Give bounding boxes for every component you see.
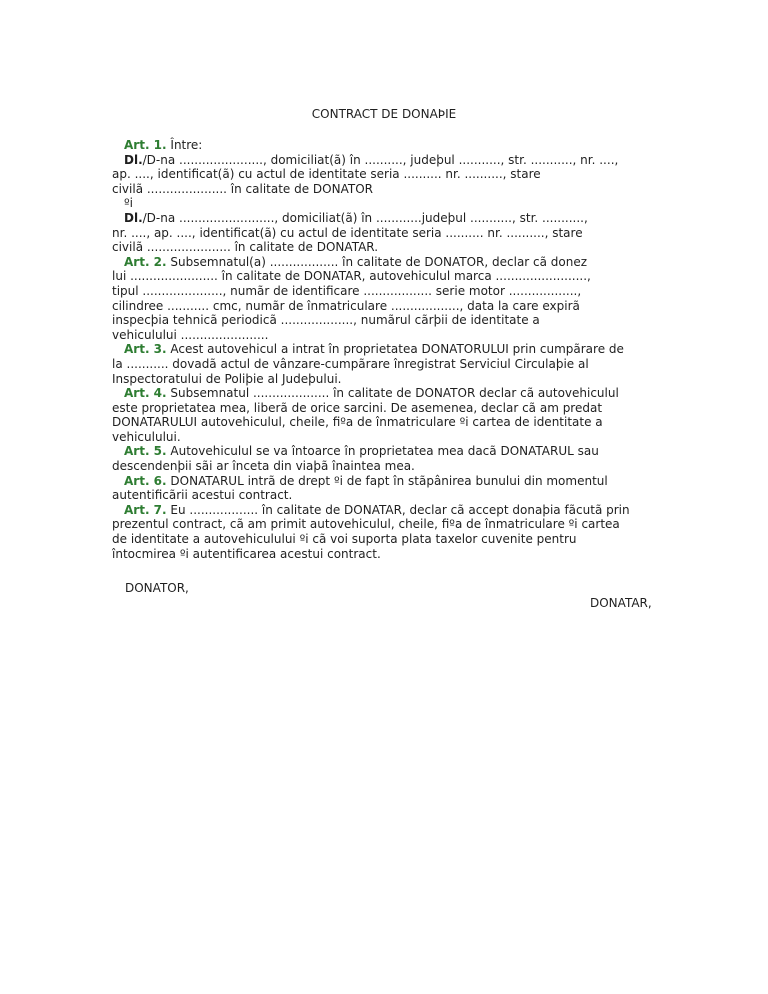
art-7-line3: de identitate a autovehiculului ºi cã voi suporta plata taxelor cuvenite pentru xyxy=(112,532,577,547)
art-2-line4: cilindree ........... cmc, numãr de înmatriculare .................., data la care expirã xyxy=(112,298,580,313)
document-body xyxy=(112,138,660,561)
art-4-line2: este proprietatea mea, liberã de orice sarcini. De asemenea, declar cã am predat xyxy=(112,400,603,415)
art-6-line2: autentificãrii acestui contract. xyxy=(112,488,293,503)
art-7-line2: prezentul contract, cã am primit autovehiculul, cheile, fiºa de înmatriculare ºi cartea xyxy=(112,517,620,532)
article-5 xyxy=(112,444,660,473)
party1-line3: civilã ..................... în calitate de DONATOR xyxy=(112,181,373,196)
art-2-line2: lui ....................... în calitate de DONATAR, autovehiculul marca ........................, xyxy=(112,269,591,284)
document-title: CONTRACT DE DONAÞIE xyxy=(311,107,457,121)
party2-line3: civilã ...................... în calitate de DONATAR. xyxy=(112,240,379,255)
art-2-line1: Subsemnatul(a) .................. în calitate de DONATOR, declar cã donez xyxy=(166,254,588,269)
art-6-label: Art. 6. xyxy=(124,473,167,488)
art-3-line1: Acest autovehicul a intrat în proprietatea DONATORULUI prin cumpãrare de xyxy=(166,342,624,357)
art-2-label: Art. 2. xyxy=(124,254,167,269)
art-2-line6: vehiculului ....................... xyxy=(112,327,269,342)
party2-line2: nr. ...., ap. ...., identificat(ã) cu actul de identitate seria .......... nr. .........., stare xyxy=(112,225,583,240)
art-5-line2: descendenþii sãi ar înceta din viaþã înaintea mea. xyxy=(112,459,415,474)
signature-donatar: DONATAR, xyxy=(590,596,652,610)
art-3-label: Art. 3. xyxy=(124,342,167,357)
article-1 xyxy=(112,138,660,255)
art-4-line4: vehiculului. xyxy=(112,429,181,444)
art-3-line3: Inspectoratului de Poliþie al Judeþului. xyxy=(112,371,342,386)
article-3 xyxy=(112,342,660,386)
party2-line1: /D-na ........................., domiciliat(ã) în ............judeþul ..........., str. ..........., xyxy=(142,210,588,225)
art-5-line1: Autovehiculul se va întoarce în proprietatea mea dacã DONATARUL sau xyxy=(166,444,599,459)
art-1-intro: Între: xyxy=(166,138,203,152)
art-1-label: Art. 1. xyxy=(124,138,167,152)
art-6-line1: DONATARUL intrã de drept ºi de fapt în stãpânirea bunului din momentul xyxy=(166,473,608,488)
art-4-label: Art. 4. xyxy=(124,386,167,401)
art-2-line5: inspecþia tehnicã periodicã ..................., numãrul cãrþii de identitate a xyxy=(112,313,540,328)
art-7-line1: Eu .................. în calitate de DONATAR, declar cã accept donaþia fãcutã prin xyxy=(166,502,630,517)
art-3-line2: la ........... dovadã actul de vânzare-cumpãrare înregistrat Serviciul Circulaþie al xyxy=(112,356,589,371)
article-6 xyxy=(112,474,660,503)
party1-line1: /D-na ......................, domiciliat(ã) în .........., judeþul ..........., str. ..........., nr. ...., xyxy=(142,152,619,167)
art-2-line3: tipul ....................., numãr de identificare .................. serie motor .................., xyxy=(112,283,582,298)
article-2 xyxy=(112,255,660,343)
art-4-line3: DONATARULUI autovehiculul, cheile, fiºa de înmatriculare ºi cartea de identitate a xyxy=(112,415,603,430)
art-4-line1: Subsemnatul .................... în calitate de DONATOR declar cã autovehiculul xyxy=(166,386,619,401)
art-5-label: Art. 5. xyxy=(124,444,167,459)
party1-title: Dl. xyxy=(124,152,143,167)
article-7 xyxy=(112,503,660,561)
party2-title: Dl. xyxy=(124,210,143,225)
art-7-line4: întocmirea ºi autentificarea acestui contract. xyxy=(112,546,381,561)
article-4 xyxy=(112,386,660,444)
party1-line2: ap. ...., identificat(ã) cu actul de identitate seria .......... nr. .........., stare xyxy=(112,167,541,182)
art-7-label: Art. 7. xyxy=(124,502,167,517)
signature-donator: DONATOR, xyxy=(125,581,189,595)
conjunction-si: ºi xyxy=(124,196,133,211)
